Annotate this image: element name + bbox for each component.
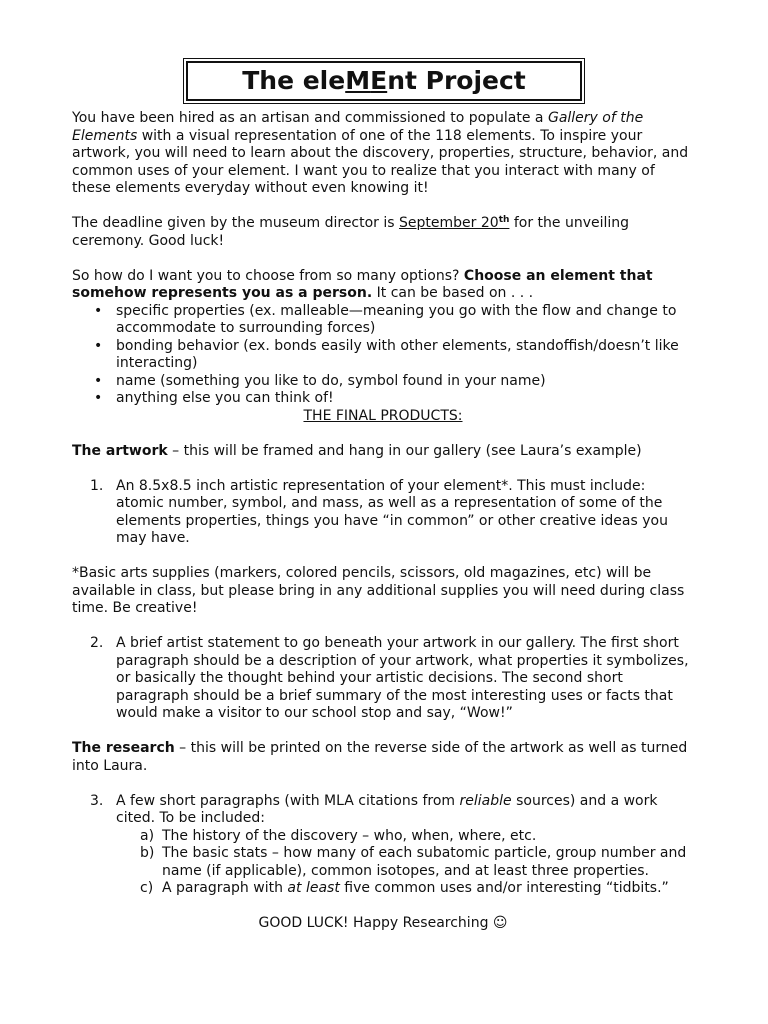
list-item: • specific properties (ex. malleable—meaning you go with the flow and change to accommodate to surrounding forces) bbox=[116, 303, 694, 338]
item-text: A brief artist statement to go beneath your artwork in our gallery. The first short paragraph should be a description of your artwork, what properties it symbolizes, or basically the thought behind your artistic decisions. The second short paragraph should be a brief summary of the most interesting uses or facts that would make a visitor to our school stop and say, “Wow!” bbox=[116, 635, 689, 721]
sub-item-c bbox=[72, 880, 694, 898]
text: five common uses and/or interesting “tidbits.” bbox=[339, 880, 669, 896]
item-number bbox=[72, 478, 116, 548]
sub-letter: a) bbox=[140, 827, 155, 844]
item-text bbox=[116, 793, 694, 828]
item-text: An 8.5x8.5 inch artistic representation of your element*. This must include: atomic number, symbol, and mass, as well as a representation of some of the elements properties, things you have “in common” or other creative ideas you may have. bbox=[116, 477, 668, 546]
section-label: The research bbox=[72, 740, 175, 756]
sub-item-b bbox=[72, 845, 694, 880]
emphasis: reliable bbox=[459, 792, 512, 809]
sub-letter: b) bbox=[140, 845, 155, 861]
deadline-date bbox=[399, 215, 509, 231]
title-underlined-e: E bbox=[370, 66, 388, 95]
final-products-heading: THE FINAL PRODUCTS: bbox=[303, 407, 463, 424]
document-page bbox=[72, 58, 694, 933]
list-item: • bonding behavior (ex. bonds easily with other elements, standoffish/doesn’t like interacting) bbox=[116, 338, 694, 373]
title-part: The ele bbox=[242, 66, 346, 95]
text: with a visual representation of one of the 118 elements. To inspire your artwork, you will need to learn about the discovery, properties, structure, behavior, and common uses of your element. I want you to realize that you interact with many of these elements everyday without even knowing it! bbox=[72, 127, 689, 196]
research-section bbox=[72, 740, 694, 775]
text: 3. bbox=[90, 792, 104, 809]
ordinal-suffix: th bbox=[498, 215, 510, 225]
artwork-section bbox=[72, 443, 694, 461]
sub-text: The history of the discovery – who, when, where, etc. bbox=[162, 827, 537, 844]
list-item: • name (something you like to do, symbol found in your name) bbox=[116, 373, 694, 391]
title-frame bbox=[183, 58, 585, 104]
text: 1. bbox=[90, 477, 104, 494]
text: It can be based on . . . bbox=[372, 285, 534, 301]
page-title bbox=[186, 61, 582, 101]
text: The deadline given by the museum director is bbox=[72, 215, 400, 231]
sub-text: The basic stats – how many of each subatomic particle, group number and name (if applicable), common isotopes, and at least three properties. bbox=[162, 845, 687, 879]
text: – this will be printed on the reverse side of the artwork as well as turned into Laura. bbox=[72, 740, 688, 774]
text: September 20 bbox=[399, 215, 499, 231]
supplies-note: *Basic arts supplies (markers, colored pencils, scissors, old magazines, etc) will be available in class, but please bring in any additional supplies you will need during class time. Be creative! bbox=[72, 565, 685, 616]
text: – this will be framed and hang in our gallery (see Laura’s example) bbox=[167, 442, 642, 459]
title-part: nt Project bbox=[387, 66, 526, 95]
gallery-name: Gallery of the Elements bbox=[72, 110, 644, 144]
intro-paragraph bbox=[72, 110, 694, 198]
text: for the unveiling ceremony. Good luck! bbox=[72, 215, 630, 249]
options-list bbox=[72, 303, 694, 408]
choose-paragraph bbox=[72, 268, 694, 303]
text: You have been hired as an artisan and commissioned to populate a bbox=[72, 110, 548, 126]
sub-item-a bbox=[72, 828, 694, 846]
emphasis: at least bbox=[287, 880, 340, 896]
text: sources) and a work cited. To be included: bbox=[116, 792, 658, 826]
text: So how do I want you to choose from so many options? bbox=[72, 267, 464, 284]
item-number bbox=[72, 635, 116, 723]
section-label: The artwork bbox=[72, 442, 168, 459]
numbered-item-2 bbox=[72, 635, 694, 723]
deadline-paragraph bbox=[72, 215, 694, 250]
emphasis: Choose an element that somehow represents you as a person. bbox=[72, 267, 653, 301]
item-number bbox=[72, 793, 116, 828]
numbered-item-3 bbox=[72, 793, 694, 828]
numbered-item-1 bbox=[72, 478, 694, 548]
text: A few short paragraphs (with MLA citations from bbox=[116, 792, 460, 809]
footer-text: GOOD LUCK! Happy Researching ☺ bbox=[258, 915, 508, 931]
sub-text bbox=[162, 880, 694, 898]
sub-letter: c) bbox=[140, 880, 154, 896]
text: 2. bbox=[90, 635, 104, 651]
text: A paragraph with bbox=[162, 880, 288, 896]
list-item: • anything else you can think of! bbox=[116, 390, 694, 408]
title-underlined-m: M bbox=[345, 66, 371, 95]
